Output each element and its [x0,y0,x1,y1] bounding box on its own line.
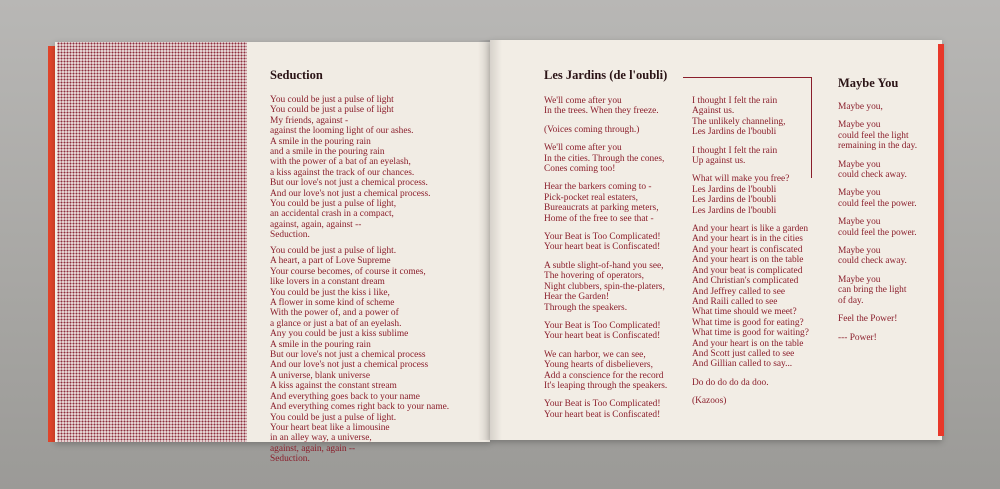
lyric-line: You could be just the kiss i like, [270,287,390,298]
stanza-gap [544,224,667,232]
lyric-line: of day. [838,295,864,306]
stanza-gap [544,313,667,321]
lyric-line: A smile in the pouring rain [270,136,371,147]
lyric-line: What time should we meet? [692,307,797,318]
stanza-gap [692,388,809,396]
lyric-line: (Kazoos) [692,396,727,407]
lyric-line: against, again, against -- [270,219,362,230]
lyric-line: Seduction. [270,230,310,241]
lyric-line: What time is good for eating? [692,317,804,328]
les-jardins-column-1 [544,96,667,420]
lyric-line: I thought I felt the rain [692,145,778,156]
stanza-gap [838,209,917,217]
lyric-line: (Voices coming through.) [544,124,640,135]
lyric-line: Your heart beat is Confiscated! [544,409,661,420]
stanza-gap [544,253,667,261]
lyric-line: And Scott just called to see [692,348,795,359]
lyric-line: And Raili called to see [692,296,778,307]
lyric-line: Hear the Garden! [544,292,610,303]
lyric-line: Young hearts of disbelievers, [544,360,653,371]
lyric-line: In the cities. Through the cones, [544,153,665,164]
stanza-gap [838,267,917,275]
lyric-line: I thought I felt the rain [692,96,778,106]
lyric-line: And everything comes right back to your name. [270,402,450,413]
lyric-line: The hovering of operators, [544,271,644,282]
stanza-gap [544,117,667,125]
lyric-line: And Jeffrey called to see [692,286,786,297]
les-jardins-title: Les Jardins (de l'oubli) [544,68,668,82]
lyric-line: Maybe you [838,274,881,285]
lyric-line: Les Jardins de l'boubli [692,184,777,195]
lyric-line: And everything goes back to your name [270,391,420,402]
stanza-gap [544,174,667,182]
lyric-line: You could be just a pulse of light [270,105,394,116]
lyric-line: against, again, again -- [270,443,356,454]
maybe-you-lyrics [838,102,917,343]
lyric-line: Your heart beat like a limousine [270,422,390,433]
lyric-line: Les Jardins de l'boubli [692,195,777,206]
stanza-gap [838,238,917,246]
lyric-line: could feel the light [838,130,909,141]
lyric-line: Any you could be just a kiss sublime [270,329,409,340]
lyric-line: Do do do do da doo. [692,377,769,388]
lyric-line: You could be just a pulse of light. [270,412,397,423]
lyric-line: You could be just a pulse of light. [270,246,397,256]
lyric-line: It's leaping through the speakers. [544,380,668,391]
lyric-line: But our love's not just a chemical process. [270,178,428,189]
lyric-line: And your beat is complicated [692,265,803,276]
stanza-gap [692,216,809,224]
lyric-line: Your course becomes, of course it comes, [270,266,426,277]
lyric-line: Night clubbers, spin-the-platers, [544,281,665,292]
seduction-stanza-2 [270,246,449,465]
lyric-line: and a smile in the pouring rain [270,147,385,158]
lyric-line: Maybe you [838,246,881,257]
stanza-gap [544,342,667,350]
stanza-gap [838,152,917,160]
stanza-gap [838,325,917,333]
lyric-line: And your heart is on the table [692,338,804,349]
lyric-line: We'll come after you [544,143,622,154]
lyric-line: You could be just a pulse of light, [270,199,397,210]
lyric-line: The unlikely channeling, [692,116,786,127]
lyric-line: And your heart is like a garden [692,224,809,235]
lyric-line: A smile in the pouring rain [270,339,371,350]
lyric-line: Maybe you [838,188,881,199]
lyric-line: A subtle slight-of-hand you see, [544,260,664,271]
lyric-line: Les Jardins de l'boubli [692,127,777,138]
lyric-line: Maybe you [838,159,881,170]
lyric-line: in an alley way, a universe, [270,433,372,444]
lyric-line: But our love's not just a chemical process [270,350,426,361]
lyric-line: with the power of a bat of an eyelash, [270,157,411,168]
seduction-stanza-1 [270,95,431,241]
lyric-line: Pick-pocket real estaters, [544,192,638,203]
lyric-line: Les Jardins de l'boubli [692,205,777,216]
stanza-gap [692,370,809,378]
lyric-line: What time is good for waiting? [692,328,809,339]
lyric-line: And Christian's complicated [692,276,799,287]
lyric-line: We can harbor, we can see, [544,349,646,360]
lyric-line: What will make you free? [692,174,790,185]
lyric-line: Up against us. [692,156,746,167]
halftone-pattern-panel [57,42,247,442]
lyric-line: Feel the Power! [838,314,898,325]
lyric-line: In the trees. When they freeze. [544,106,659,117]
stanza-gap [544,391,667,399]
lyric-line: could feel the power. [838,198,917,209]
lyric-line: A flower in some kind of scheme [270,298,395,309]
lyric-line: Your Beat is Too Complicated! [544,320,661,331]
lyric-line: And your heart is confiscated [692,244,803,255]
lyric-line: Cones coming too! [544,164,616,175]
lyric-line: Maybe you [838,120,881,131]
lyric-line: Bureaucrats at parking meters, [544,203,659,214]
lyric-line: Add a conscience for the record [544,370,664,381]
lyric-line: remaining in the day. [838,141,918,152]
lyric-line: a kiss against the track of our chances. [270,167,415,178]
lyric-line: can bring the light [838,285,907,296]
stanza-gap [838,112,917,120]
lyric-line: And our love's not just a chemical process [270,360,429,371]
maybe-you-title: Maybe You [838,76,899,90]
book-gutter [478,40,502,440]
lyric-line: Hear the barkers coming to - [544,182,652,193]
lyric-line: Through the speakers. [544,302,628,313]
lyric-line: Your heart beat is Confiscated! [544,331,661,342]
les-jardins-column-2 [692,96,809,407]
lyric-line: And Gillian called to say... [692,359,793,370]
lyric-line: You could be just a pulse of light [270,95,394,105]
lyric-line: a glance or just a bat of an eyelash. [270,318,402,329]
lyric-line: Maybe you, [838,102,883,112]
lyric-line: A kiss against the constant stream [270,381,397,392]
lyric-line: Your heart beat is Confiscated! [544,242,661,253]
stanza-gap [838,306,917,314]
lyric-line: Your Beat is Too Complicated! [544,399,661,410]
lyric-line: We'll come after you [544,96,622,106]
lyric-line: My friends, against - [270,115,349,126]
lyric-line: could check away. [838,170,907,181]
stanza-gap [838,180,917,188]
lyric-line: could feel the power. [838,227,917,238]
lyric-line: And your heart is in the cities [692,234,803,245]
right-cover-edge [938,44,944,436]
lyric-line: Maybe you [838,217,881,228]
lyric-line: --- Power! [838,332,877,343]
lyric-line: Seduction. [270,454,310,465]
lyric-line: Home of the free to see that - [544,213,654,224]
lyric-line: Your Beat is Too Complicated! [544,232,661,243]
lyric-line: Against us. [692,106,735,117]
lyric-line: A universe, blank universe [270,370,370,381]
seduction-title: Seduction [270,68,323,82]
lyric-line: With the power of, and a power of [270,308,399,319]
lyric-line: And our love's not just a chemical process. [270,188,431,199]
lyric-line: against the looming light of our ashes. [270,126,414,137]
lyric-line: A heart, a part of Love Supreme [270,256,391,267]
lyric-line: could check away. [838,256,907,267]
lyric-line: And your heart is on the table [692,255,804,266]
stanza-gap [692,138,809,146]
lyric-line: an accidental crash in a compact, [270,209,394,220]
lyric-line: like lovers in a constant dream [270,277,385,288]
